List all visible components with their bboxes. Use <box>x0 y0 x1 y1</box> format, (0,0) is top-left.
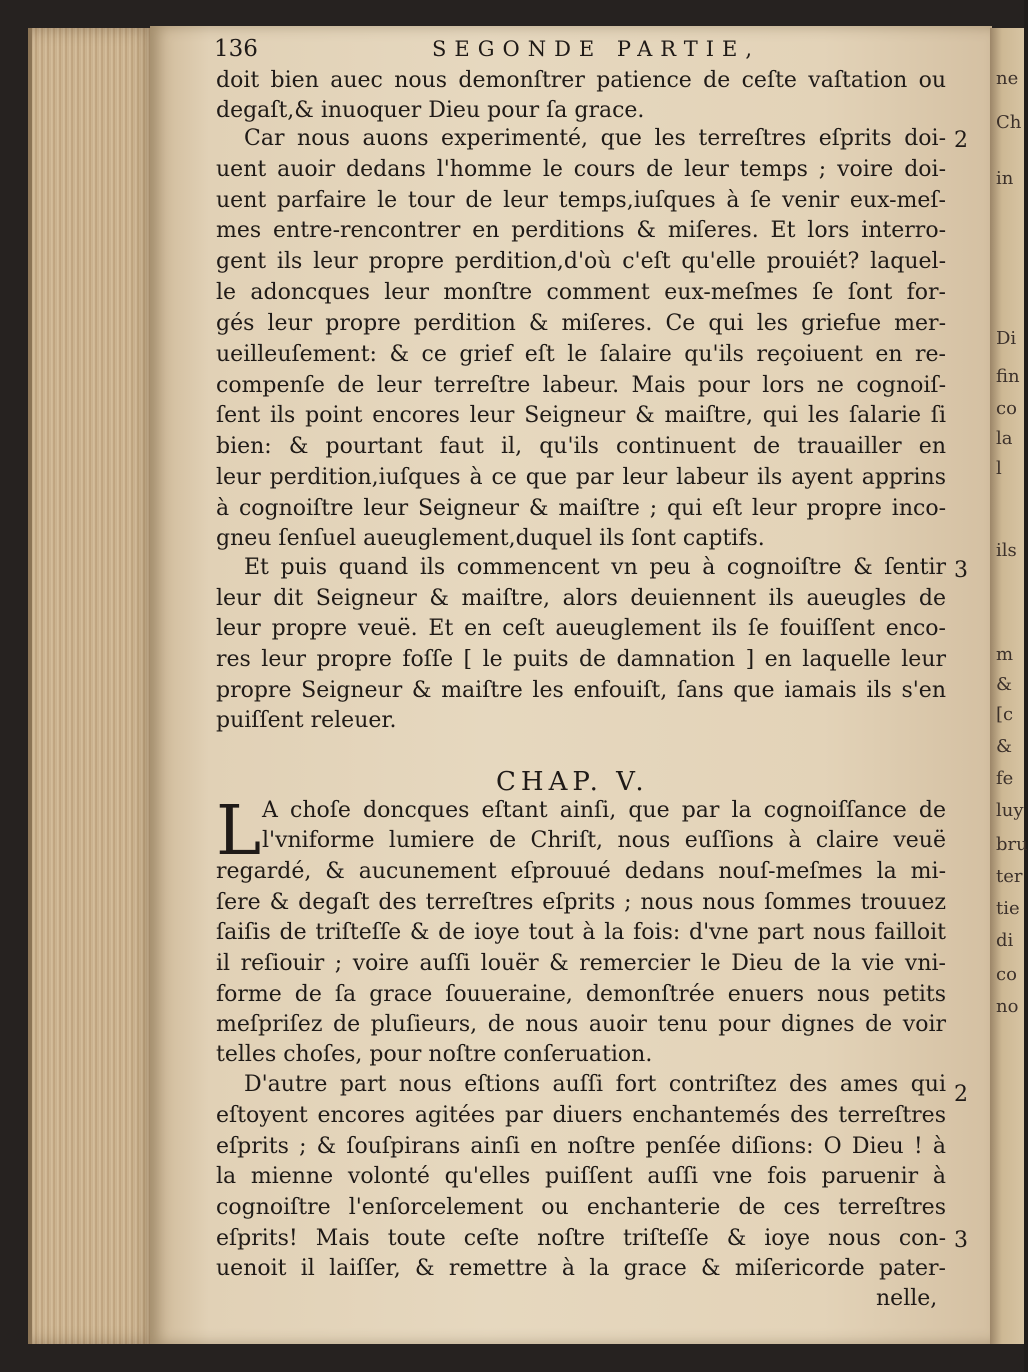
text-line: il reſiouir ; voire auſſi louër & remercier le Dieu de la vie vni- <box>216 951 946 976</box>
margin-number: 3 <box>954 1228 968 1253</box>
facing-fragment: Di <box>996 328 1017 349</box>
text-line: ſaiſis de triſteſſe & de ioye tout à la fois: d'vne part nous failloit <box>216 920 946 945</box>
facing-fragment: no <box>996 996 1019 1017</box>
facing-fragment: tie <box>996 898 1020 919</box>
facing-fragment: in <box>996 168 1014 189</box>
text-line: propre Seigneur & maiſtre les enfouiſt, ſans que iamais ils s'en <box>216 678 946 703</box>
text-line: eſprits! Mais toute ceſte noſtre triſteſſe & ioye nous con- <box>216 1226 946 1251</box>
text-line: D'autre part nous eſtions auſſi fort contriſtez des ames qui <box>244 1072 946 1097</box>
margin-number: 2 <box>954 1082 968 1107</box>
margin-number: 3 <box>954 558 968 583</box>
text-line: regardé, & aucunement eſprouué dedans nouſ-meſmes la mi- <box>216 859 946 884</box>
text-line: nelle, <box>876 1286 938 1311</box>
facing-fragment: fe <box>996 768 1014 789</box>
page-number: 136 <box>214 36 258 62</box>
text-line: forme de ſa grace ſouueraine, demonſtrée enuers nous petits <box>216 982 946 1007</box>
text-line: à cognoiſtre leur Seigneur & maiſtre ; qui eſt leur propre inco- <box>216 496 946 521</box>
text-line: gent ils leur propre perdition,d'où c'eſt qu'elle prouiét? laquel- <box>216 249 946 274</box>
facing-fragment: l <box>996 458 1002 479</box>
facing-fragment: & <box>996 736 1013 757</box>
facing-fragment: ter <box>996 866 1023 887</box>
text-line: telles choſes, pour noſtre conſeruation. <box>216 1042 653 1067</box>
drop-cap: L <box>216 792 262 871</box>
text-line: uent parfaire le tour de leur temps,iuſques à ſe venir eux-meſ- <box>216 188 946 213</box>
text-line: ſent ils point encores leur Seigneur & maiſtre, qui les ſalarie ſi <box>216 403 946 428</box>
facing-fragment: co <box>996 398 1017 419</box>
text-line: doit bien auec nous demonſtrer patience de ceſte vaſtation ou <box>216 68 946 93</box>
text-line: uent auoir dedans l'homme le cours de leur temps ; voire doi- <box>216 157 946 182</box>
facing-fragment: [c <box>996 704 1014 725</box>
text-line: bien: & pourtant faut il, qu'ils continuent de trauailler en <box>216 434 946 459</box>
text-line: res leur propre foſſe [ le puits de damnation ] en laquelle leur <box>216 647 946 672</box>
text-line: degaſt,& inuoquer Dieu pour ſa grace. <box>216 98 645 123</box>
facing-fragment: & <box>996 674 1013 695</box>
text-line: gneu ſenſuel aueuglement,duquel ils ſont captifs. <box>216 526 765 551</box>
text-line: ſere & degaſt des terreſtres eſprits ; nous nous ſommes trouuez <box>216 890 946 915</box>
text-line: eſtoyent encores agitées par diuers enchantemés des terreſtres <box>216 1103 946 1128</box>
facing-fragment: ne <box>996 68 1019 89</box>
text-line: leur propre veuë. Et en ceſt aueuglement ils ſe fouiſſent enco- <box>216 616 946 641</box>
text-line: gés leur propre perdition & miſeres. Ce qui les griefue mer- <box>216 311 946 336</box>
facing-fragment: la <box>996 428 1013 449</box>
text-line: Et puis quand ils commencent vn peu à cognoiſtre & ſentir <box>244 555 946 580</box>
text-line: puiſſent releuer. <box>216 708 397 733</box>
facing-fragment: di <box>996 930 1014 951</box>
margin-number: 2 <box>954 128 968 153</box>
facing-fragment: fin <box>996 366 1020 387</box>
text-line: cognoiſtre l'enſorcelement ou enchanterie de ces terreſtres <box>216 1195 946 1220</box>
text-line: l'vniforme lumiere de Chriſt, nous euſſions à claire veuë <box>262 828 946 853</box>
chapter-heading: CHAP. V. <box>496 767 649 797</box>
text-line: ueilleuſement: & ce grief eſt le ſalaire qu'ils reçoiuent en re- <box>216 342 946 367</box>
facing-fragment: co <box>996 964 1017 985</box>
text-line: eſprits ; & ſouſpirans ainſi en noſtre penſée diſions: O Dieu ! à <box>216 1134 946 1159</box>
text-line: la mienne volonté qu'elles puiſſent auſſi vne fois paruenir à <box>216 1164 946 1189</box>
text-line: le adoncques leur monſtre comment eux-meſmes ſe ſont for- <box>216 280 946 305</box>
text-line: A choſe doncques eſtant ainſi, que par la cognoiſſance de <box>262 798 946 823</box>
text-line: uenoit il laiſſer, & remettre à la grace & miſericorde pater- <box>216 1256 946 1281</box>
text-line: leur perdition,iuſques à ce que par leur labeur ils ayent apprins <box>216 465 946 490</box>
facing-fragment: ils <box>996 540 1017 561</box>
facing-fragment: m <box>996 644 1014 665</box>
facing-fragment: luy <box>996 800 1024 821</box>
text-line: Car nous auons experimenté, que les terreſtres eſprits doi- <box>244 126 946 151</box>
facing-fragment: Ch <box>996 112 1022 133</box>
text-line: meſpriſez de pluſieurs, de nous auoir tenu pour dignes de voir <box>216 1012 946 1037</box>
text-line: leur dit Seigneur & maiſtre, alors deuiennent ils aueugles de <box>216 586 946 611</box>
text-line: mes entre-rencontrer en perditions & miſeres. Et lors interro- <box>216 218 946 243</box>
running-title: SEGONDE PARTIE, <box>432 37 761 61</box>
text-line: compenſe de leur terreſtre labeur. Mais pour lors ne cognoiſ- <box>216 373 946 398</box>
facing-fragment: bru <box>996 834 1028 855</box>
